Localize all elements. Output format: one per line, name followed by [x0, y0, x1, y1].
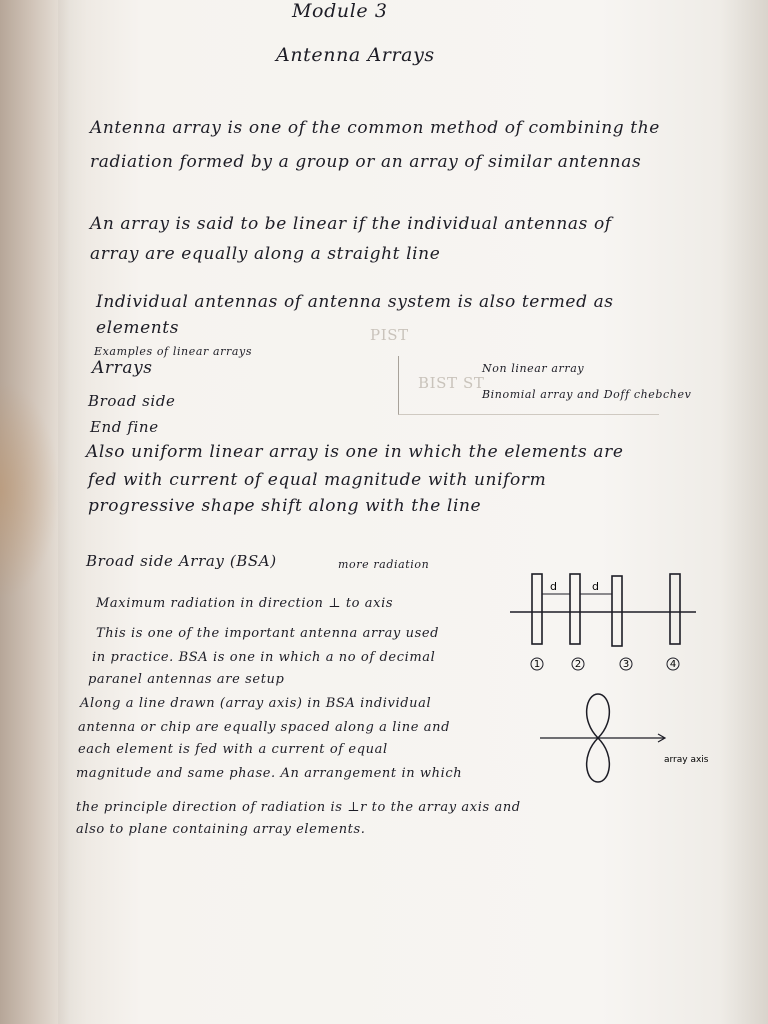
uniform-line-3: progressive shape shift along with the line	[88, 496, 482, 516]
page-title: Antenna Arrays	[276, 44, 435, 66]
array-element	[570, 574, 580, 644]
element-number: 1	[533, 659, 541, 670]
linear-array-line-1: An array is said to be linear if the individual antennas of	[90, 214, 612, 234]
bsa-line-1: Maximum radiation in direction ⊥ to axis	[96, 596, 394, 611]
bsa-side-note: more radiation	[338, 558, 430, 571]
bsa-line-4: paranel antennas are setup	[88, 672, 285, 687]
example-nonlinear: Non linear array	[482, 362, 585, 375]
bsa-line-9: the principle direction of radiation is ⊥r to the array axis and	[76, 800, 521, 815]
uniform-line-1: Also uniform linear array is one in which the elements are	[86, 442, 624, 462]
bleed-through-text: PIST	[370, 326, 409, 344]
elements-line-2: elements	[96, 318, 180, 338]
array-element	[670, 574, 680, 644]
bsa-line-8: magnitude and same phase. An arrangement in which	[76, 766, 463, 781]
bsa-heading: Broad side Array (BSA)	[86, 552, 277, 570]
spacing-label: d	[550, 580, 557, 593]
element-number: 3	[622, 659, 630, 670]
array-axis-label: array axis	[664, 755, 709, 765]
arrays-label: Arrays	[92, 358, 153, 378]
array-element	[532, 574, 542, 644]
linear-array-line-2: array are equally along a straight line	[90, 244, 441, 264]
bsa-line-6: antenna or chip are equally spaced along a line and	[78, 720, 451, 735]
elements-line-1: Individual antennas of antenna system is also termed as	[96, 292, 614, 312]
bsa-line-7: each element is fed with a current of equal	[78, 742, 388, 757]
uniform-line-2: fed with current of equal magnitude with uniform	[88, 470, 547, 490]
spacing-label: d	[592, 580, 599, 593]
radiation-pattern-diagram	[536, 690, 726, 790]
page-edge-shadow	[0, 380, 60, 600]
example-broadside: Broad side	[88, 392, 176, 410]
module-heading: Module 3	[292, 0, 388, 22]
array-elements-diagram	[506, 566, 706, 686]
bsa-line-5: Along a line drawn (array axis) in BSA individual	[80, 696, 432, 711]
example-binomial: Binomial array and Doff chebchev	[482, 388, 692, 401]
element-number: 4	[669, 659, 677, 670]
definition-line-2: radiation formed by a group or an array of similar antennas	[90, 152, 642, 172]
element-number: 2	[574, 659, 582, 670]
bleed-through-text: BIST ST	[418, 374, 485, 392]
examples-heading: Examples of linear arrays	[94, 345, 253, 358]
bsa-line-10: also to plane containing array elements.	[76, 822, 366, 837]
example-endfire: End fine	[90, 418, 159, 436]
array-element	[612, 576, 622, 646]
definition-line-1: Antenna array is one of the common method of combining the	[90, 118, 660, 138]
bsa-line-3: in practice. BSA is one in which a no of decimal	[92, 650, 436, 665]
notebook-page	[58, 0, 758, 1024]
bsa-line-2: This is one of the important antenna array used	[96, 626, 440, 641]
